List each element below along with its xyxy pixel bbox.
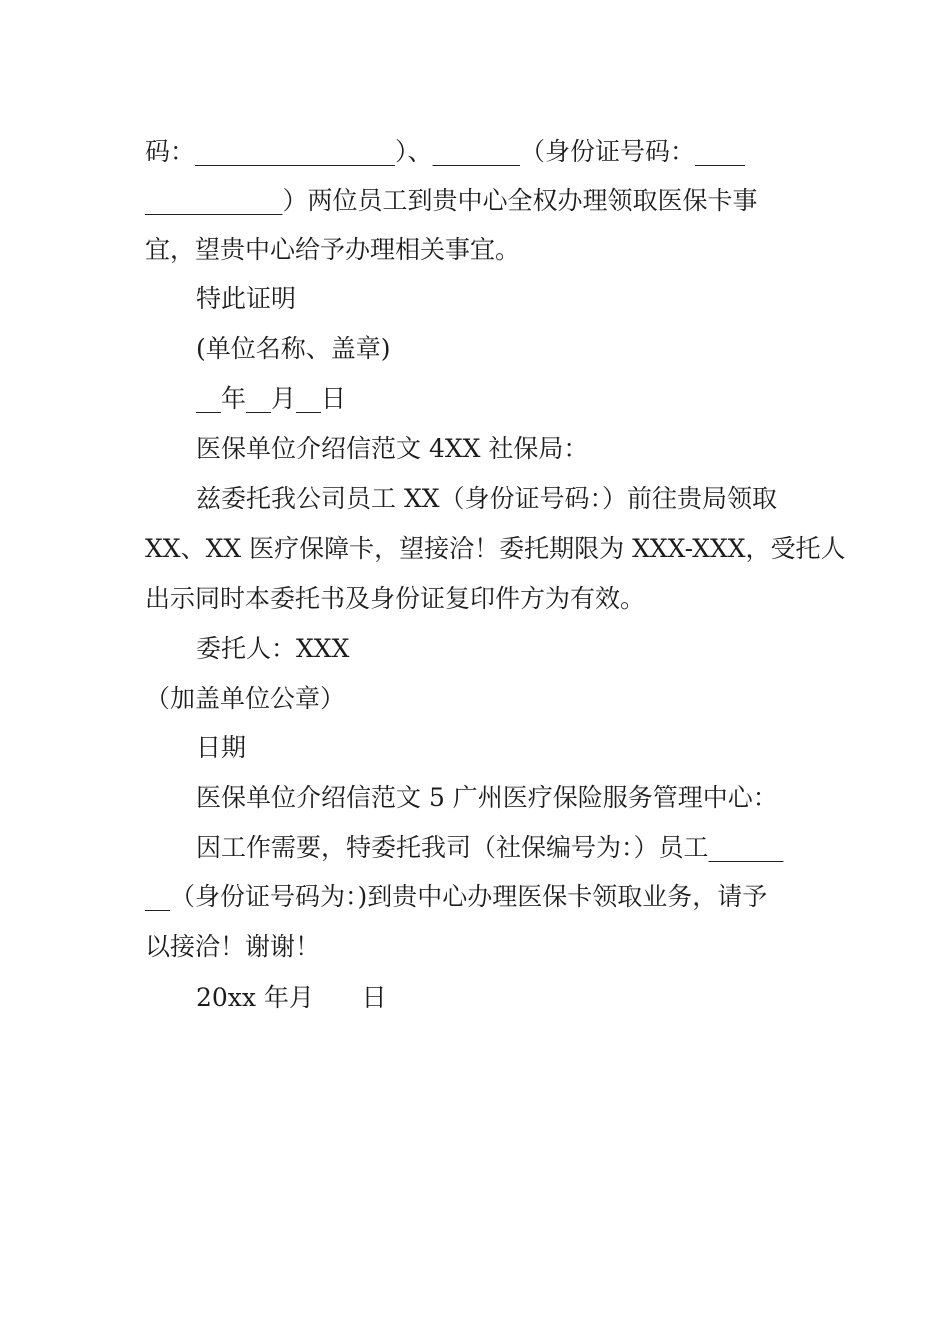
text-line-card-period: XX、XX 医疗保障卡，望接洽！委托期限为 XXX-XXX，受托人 [145,534,846,563]
text-line-unit-seal: (单位名称、盖章) [196,334,391,363]
heading-sample-5: 医保单位介绍信范文 5 广州医疗保险服务管理中心： [196,783,778,812]
text-line-company-seal: （加盖单位公章） [145,684,346,713]
text-line-thanks: 以接洽！谢谢！ [145,932,321,961]
text-line-date-label: 日期 [196,733,247,762]
text-line-request: 宜，望贵中心给予办理相关事宜。 [145,235,521,264]
text-line-hereby-certify: 特此证明 [196,284,297,313]
text-line-valid: 出示同时本委托书及身份证复印件方为有效。 [145,584,646,613]
text-line-id-fragment: 码：________________）、_______（身份证号码：____ [145,137,746,166]
text-line-date-blank: __年__月__日 [196,384,347,413]
text-line-two-employees: ___________）两位员工到贵中心全权办理领取医保卡事 [145,186,758,215]
text-line-work-need: 因工作需要，特委托我司（社保编号为：）员工______ [196,833,784,862]
text-line-year-date: 20xx 年月 日 [196,983,387,1012]
text-line-id-card-business: __（身份证号码为：)到贵中心办理医保卡领取业务，请予 [145,882,768,911]
heading-sample-4: 医保单位介绍信范文 4XX 社保局： [196,434,589,463]
text-line-entrust: 兹委托我公司员工 XX（身份证号码：）前往贵局领取 [196,484,778,513]
text-line-principal: 委托人：XXX [196,634,350,663]
